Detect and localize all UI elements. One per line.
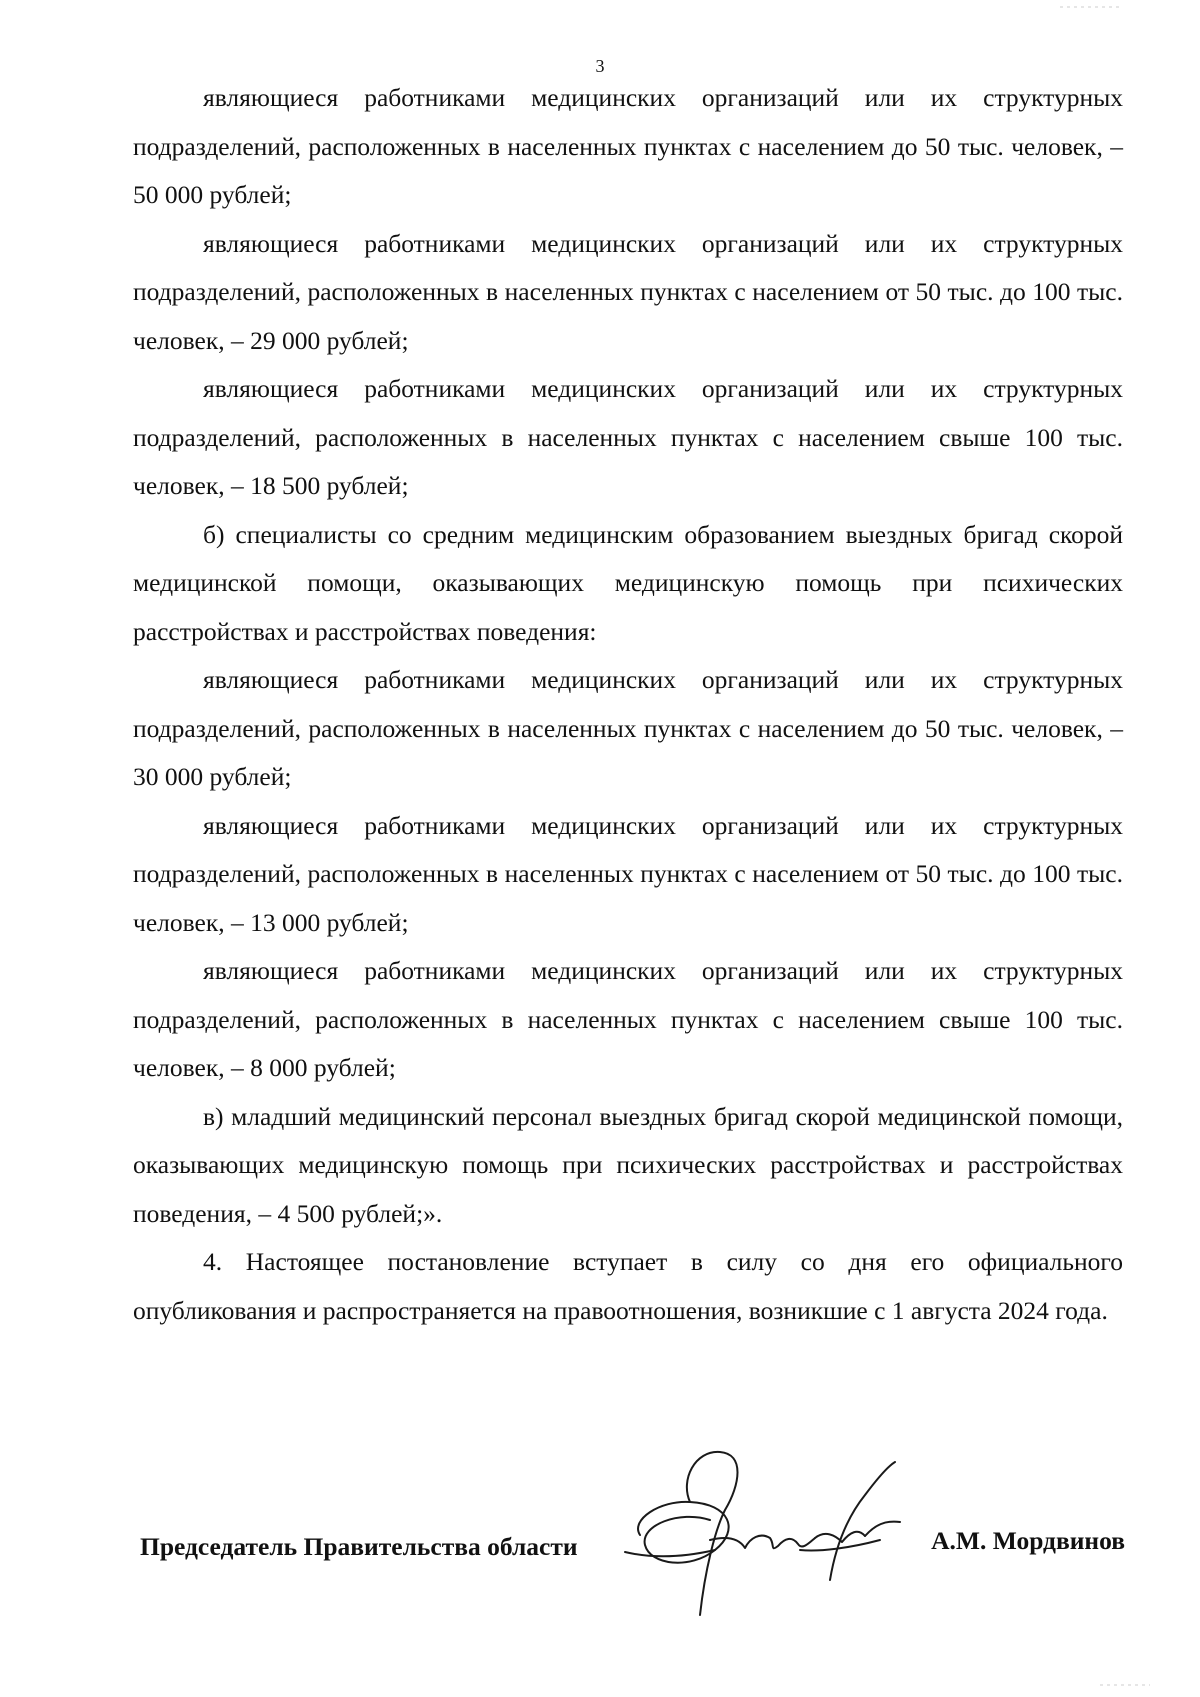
- signatory-name: А.М. Мордвинов: [931, 1526, 1125, 1555]
- paragraph-4: б) специалисты со средним медицинским образованием выездных бригад скорой медицинской помощи, оказывающих медицинскую помощь при психических расстройствах и расстройствах поведения:: [133, 519, 1123, 646]
- paragraph-3: являющиеся работниками медицинских организаций или их структурных подразделений, расположенных в населенных пунктах с населением свыше 100 тыс. человек, – 18 500 рублей;: [133, 374, 1123, 500]
- scan-mark-bottom-icon: [1100, 1682, 1150, 1688]
- paragraph-7: являющиеся работниками медицинских организаций или их структурных подразделений, расположенных в населенных пунктах с населением свыше 100 тыс. человек, – 8 000 рублей;: [133, 956, 1123, 1082]
- paragraph-6: являющиеся работниками медицинских организаций или их структурных подразделений, расположенных в населенных пунктах с населением от 50 тыс. до 100 тыс. человек, – 13 000 рублей;: [133, 810, 1123, 937]
- signature-block: [140, 1526, 1125, 1592]
- scan-mark-top: [1060, 2, 1120, 13]
- paragraph-1: являющиеся работниками медицинских организаций или их структурных подразделений, расположенных в населенных пунктах с населением до 50 тыс. человек, – 50 000 рублей;: [133, 83, 1123, 209]
- signatory-title: Председатель Правительства области: [140, 1532, 578, 1561]
- paragraph-2: являющиеся работниками медицинских организаций или их структурных подразделений, расположенных в населенных пунктах с населением от 50 тыс. до 100 тыс. человек, – 29 000 рублей;: [133, 228, 1123, 355]
- document-body: [133, 74, 1123, 1335]
- page-number: 3: [595, 56, 605, 76]
- paragraph-8: в) младший медицинский персонал выездных бригад скорой медицинской помощи, оказывающих медицинскую помощь при психических расстройствах и расстройствах поведения, – 4 500 рублей;».: [133, 1101, 1123, 1228]
- paragraph-5: являющиеся работниками медицинских организаций или их структурных подразделений, расположенных в населенных пунктах с населением до 50 тыс. человек, – 30 000 рублей;: [133, 665, 1123, 791]
- paragraph-9: 4. Настоящее постановление вступает в силу со дня его официального опубликования и распространяется на правоотношения, возникшие с 1 августа 2024 года.: [133, 1247, 1123, 1325]
- scan-mark-bottom: [1100, 1680, 1150, 1691]
- scan-mark-top-icon: [1060, 4, 1120, 10]
